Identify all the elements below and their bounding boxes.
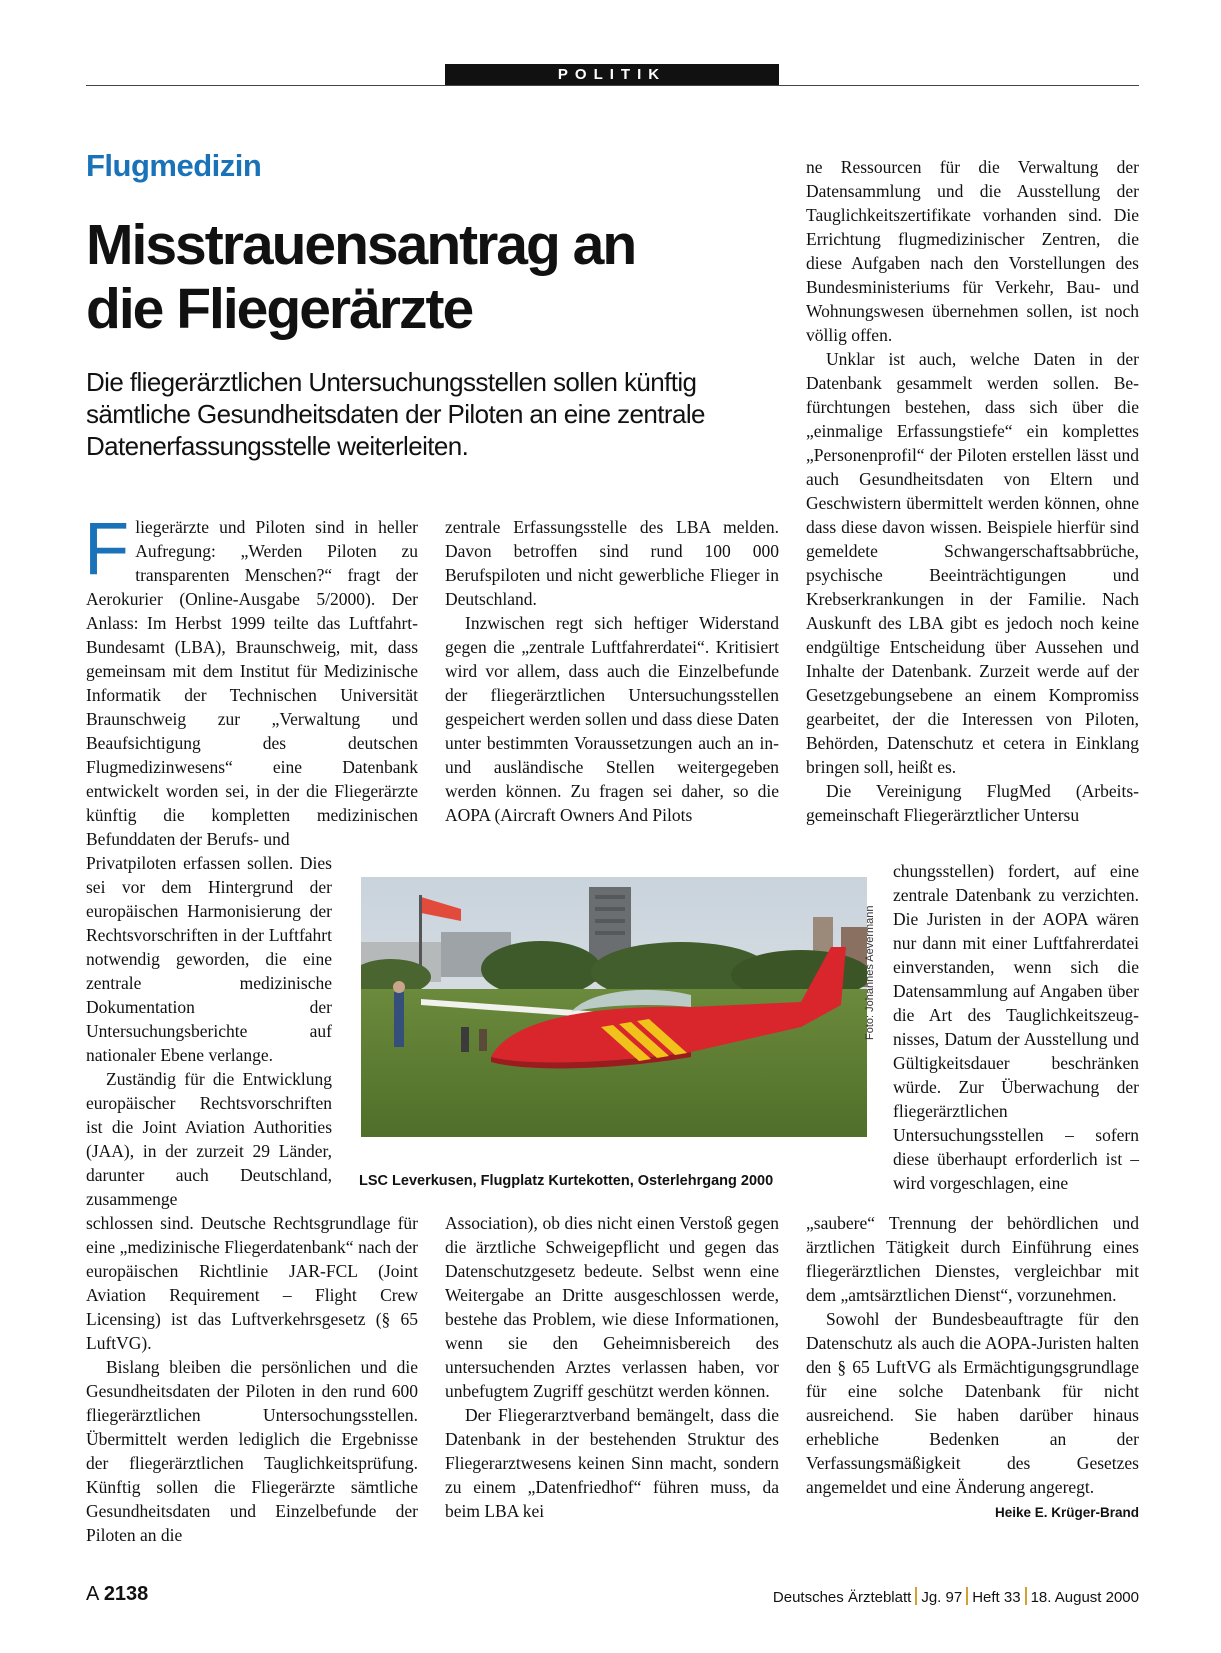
paragraph: Der Fliegerarztverband bemängelt, dass die Datenbank in der bestehenden Struktur des Fliegerarztwesens keinen Sinn macht, sondern zu einem „Datenfriedhof“ führen muss, da beim LBA kei xyxy=(445,1405,779,1521)
photo-credit: Foto: Johannes Aevermann xyxy=(864,905,876,1040)
journal-name: Deutsches Ärzteblatt xyxy=(772,1589,912,1606)
paragraph: Bislang bleiben die persönlichen und die Gesundheitsdaten der Piloten in den rund 600 fliegerärztlichen Untersochungsstellen. Übermittelt werden lediglich die Ergebnisse der fliegerärztlichen Tauglichkeitsprüfung. Künftig sollen die Fliegerärzte sämtliche Gesundheitsdaten und Einzelbefunde der Piloten an die xyxy=(86,1357,418,1545)
column-1-top xyxy=(84,507,418,851)
column-1-narrow xyxy=(86,851,332,1211)
column-2-top xyxy=(445,515,779,827)
paragraph: „saubere“ Trennung der behördlichen und ärztlichen Tätigkeit durch Einführung eines fliegerärztlichen Dienstes, vergleichbar mit dem „amtsärztlichen Dienst“, vorzunehmen. xyxy=(806,1213,1139,1305)
paragraph: Unklar ist auch, welche Daten in der Datenbank gesammelt werden sollen. Befürchtungen bestehen, dass sich über die „einmalige Erfassungstiefe“ ein komplettes „Personenprofil“ der Piloten erstellen lässt und auch Gesundheitsdaten von Eltern und Geschwistern übermittelt werden können, ohne dass diese davon wissen. Beispiele hierfür sind gemeldete Schwangerschaftsabbrüche, psychische Beeinträchtigungen und Krebserkrankungen in der Familie. Nach Auskunft des LBA gibt es jedoch noch keine endgültige Entscheidung über Aussehen und Inhalte der Datenbank. Zurzeit werde auf der Gesetzgebungsebene an einem Kompromiss gearbeitet, der die Interessen von Piloten, Behörden, Datenschutz et cetera in Einklang bringen soll, heißt es. xyxy=(806,349,1139,777)
journal-volume: Jg. 97 xyxy=(921,1589,963,1606)
paragraph-text: Sowohl der Bundesbeauftragte für den Datenschutz als auch die AOPA-Juristen halten den § 65 LuftVG als Ermächtigungsgrundlage für eine solche Datenbank für nicht ausreichend. Sie haben darüber hinaus erhebliche Bedenken an der Verfassungsmäßigkeit des Gesetzes angemeldet und eine Änderung angeregt. xyxy=(806,1309,1139,1497)
separator xyxy=(915,1587,917,1605)
paragraph: zentrale Erfassungsstelle des LBA melden. Davon betroffen sind rund 100 000 Berufspiloten und nicht gewerbliche Flieger in Deutschland. xyxy=(445,517,779,609)
column-3-top xyxy=(806,155,1139,827)
paragraph: Privatpiloten erfassen sollen. Dies sei vor dem Hintergrund der europäischen Harmonisierung der Rechtsvorschriften in der Luftfahrt notwendig geworden, die eine zentrale medizinische Dokumentation der Untersuchungsberichte auf nationaler Ebene verlange. xyxy=(86,853,332,1065)
page-number-value: 2138 xyxy=(103,1583,149,1605)
paragraph: schlossen sind. Deutsche Rechtsgrundlage für eine „medizinische Fliegerdatenbank“ nach der europäischen Richtlinie JAR-FCL (Joint Aviation Requirement – Flight Crew Licensing) ist das Luftverkehrsgesetz (§ 65 LuftVG). xyxy=(86,1213,418,1353)
journal-info xyxy=(773,1587,1139,1606)
photo-caption: LSC Leverkusen, Flugplatz Kurtekotten, Osterlehrgang 2000 xyxy=(359,1173,774,1189)
page-prefix: A xyxy=(86,1583,99,1605)
paragraph: ne Ressourcen für die Verwaltung der Datensammlung und die Ausstellung der Tauglichkeitszertifikate vorhanden sind. Die Errichtung flugmedizinischer Zentren, die diese Aufgaben nach den Vorstellungen des Bundesministeriums für Verkehr, Bau- und Wohnungswesen übernehmen sollen, ist noch völlig offen. xyxy=(806,157,1139,345)
column-3-narrow xyxy=(893,859,1139,1195)
paragraph xyxy=(84,507,418,851)
separator xyxy=(966,1587,968,1605)
red-glider-illustration xyxy=(361,877,867,1137)
kicker-title: Flugmedizin xyxy=(86,148,262,183)
lead-paragraph: Die fliegerärztlichen Untersuchungsstellen sollen künftig sämtliche Gesundheitsdaten der Piloten an eine zentrale Datenerfassungsstelle weiterleiten. xyxy=(86,367,705,461)
glider-photo xyxy=(361,877,867,1137)
paragraph: Zuständig für die Entwicklung europäischer Rechtsvorschriften ist die Joint Aviation Authorities (JAA), in der zurzeit 29 Länder, darunter auch Deutschland, zusammenge xyxy=(86,1069,332,1209)
journal-issue: Heft 33 xyxy=(972,1589,1021,1606)
column-3-bottom xyxy=(806,1211,1139,1525)
paragraph: Die Vereinigung FlugMed (Arbeitsgemeinschaft Fliegerärztlicher Untersu xyxy=(806,781,1139,825)
column-1-bottom xyxy=(86,1211,418,1547)
header-rule xyxy=(86,85,1139,86)
column-2-bottom xyxy=(445,1211,779,1523)
headline xyxy=(86,213,776,341)
paragraph: Association), ob dies nicht einen Verstoß gegen die ärztliche Schweigepflicht und gegen das Datenschutzgesetz bedeute. Selbst wenn eine Weitergabe an Dritte ausgeschlossen werde, bestehe das Problem, wie diese Informationen, wenn sie den Geheimnisbereich des untersuchenden Arztes verlassen haben, vor unbefugtem Zugriff geschützt werden können. xyxy=(445,1213,779,1401)
paragraph: Inzwischen regt sich heftiger Widerstand gegen die „zentrale Luftfahrerdatei“. Kritisiert wird vor allem, dass auch die Einzelbefunde der fliegerärztlichen Untersuchungsstellen gespeichert werden sollen und dass diese Daten unter bestimmten Voraussetzungen auch an in- und ausländische Stellen weitergegeben werden können. Zu fragen sei daher, so die AOPA (Aircraft Owners And Pilots xyxy=(445,613,779,825)
headline-line-1: Misstrauensantrag an xyxy=(86,213,636,277)
page-number xyxy=(86,1583,148,1606)
journal-date: 18. August 2000 xyxy=(1030,1589,1139,1606)
drop-cap: F xyxy=(84,507,130,590)
paragraph: chungsstellen) fordert, auf eine zentrale Datenbank zu verzichten. Die Juristen in der AOPA wären nur dann mit einer Luftfahrerdatei einverstanden, wenn sich die Datensammlung auf Angaben über die Art des Tauglichkeitszeugnisses, Datum der Ausstellung und Gültigkeitsdauer beschränken würde. Zur Überwachung der fliegerärztlichen Untersuchungsstellen – sofern diese überhaupt erforderlich ist – wird vorgeschlagen, eine xyxy=(893,861,1139,1193)
section-label: POLITIK xyxy=(445,64,779,85)
paragraph xyxy=(806,1307,1139,1520)
author-signature: Heike E. Krüger-Brand xyxy=(994,1505,1139,1520)
headline-line-2: die Fliegerärzte xyxy=(86,277,473,341)
paragraph-text: liegerärzte und Piloten sind in heller Aufregung: „Werden Piloten zu transparenten Menschen?“ fragt der Aerokurier (Online-Ausgabe 5/2000). Der Anlass: Im Herbst 1999 teilte das Luftfahrt-Bundesamt (LBA), Braunschweig, mit, dass gemeinsam mit dem Institut für Medizinische Informatik der Technischen Universität Braunschweig zur „Verwaltung und Beaufsichtigung des deutschen Flugmedizinwesens“ eine Datenbank entwickelt worden sei, in der die Fliegerärzte künftig die kompletten medizinischen Befunddaten der Berufs- und xyxy=(86,517,418,849)
separator xyxy=(1025,1587,1027,1605)
